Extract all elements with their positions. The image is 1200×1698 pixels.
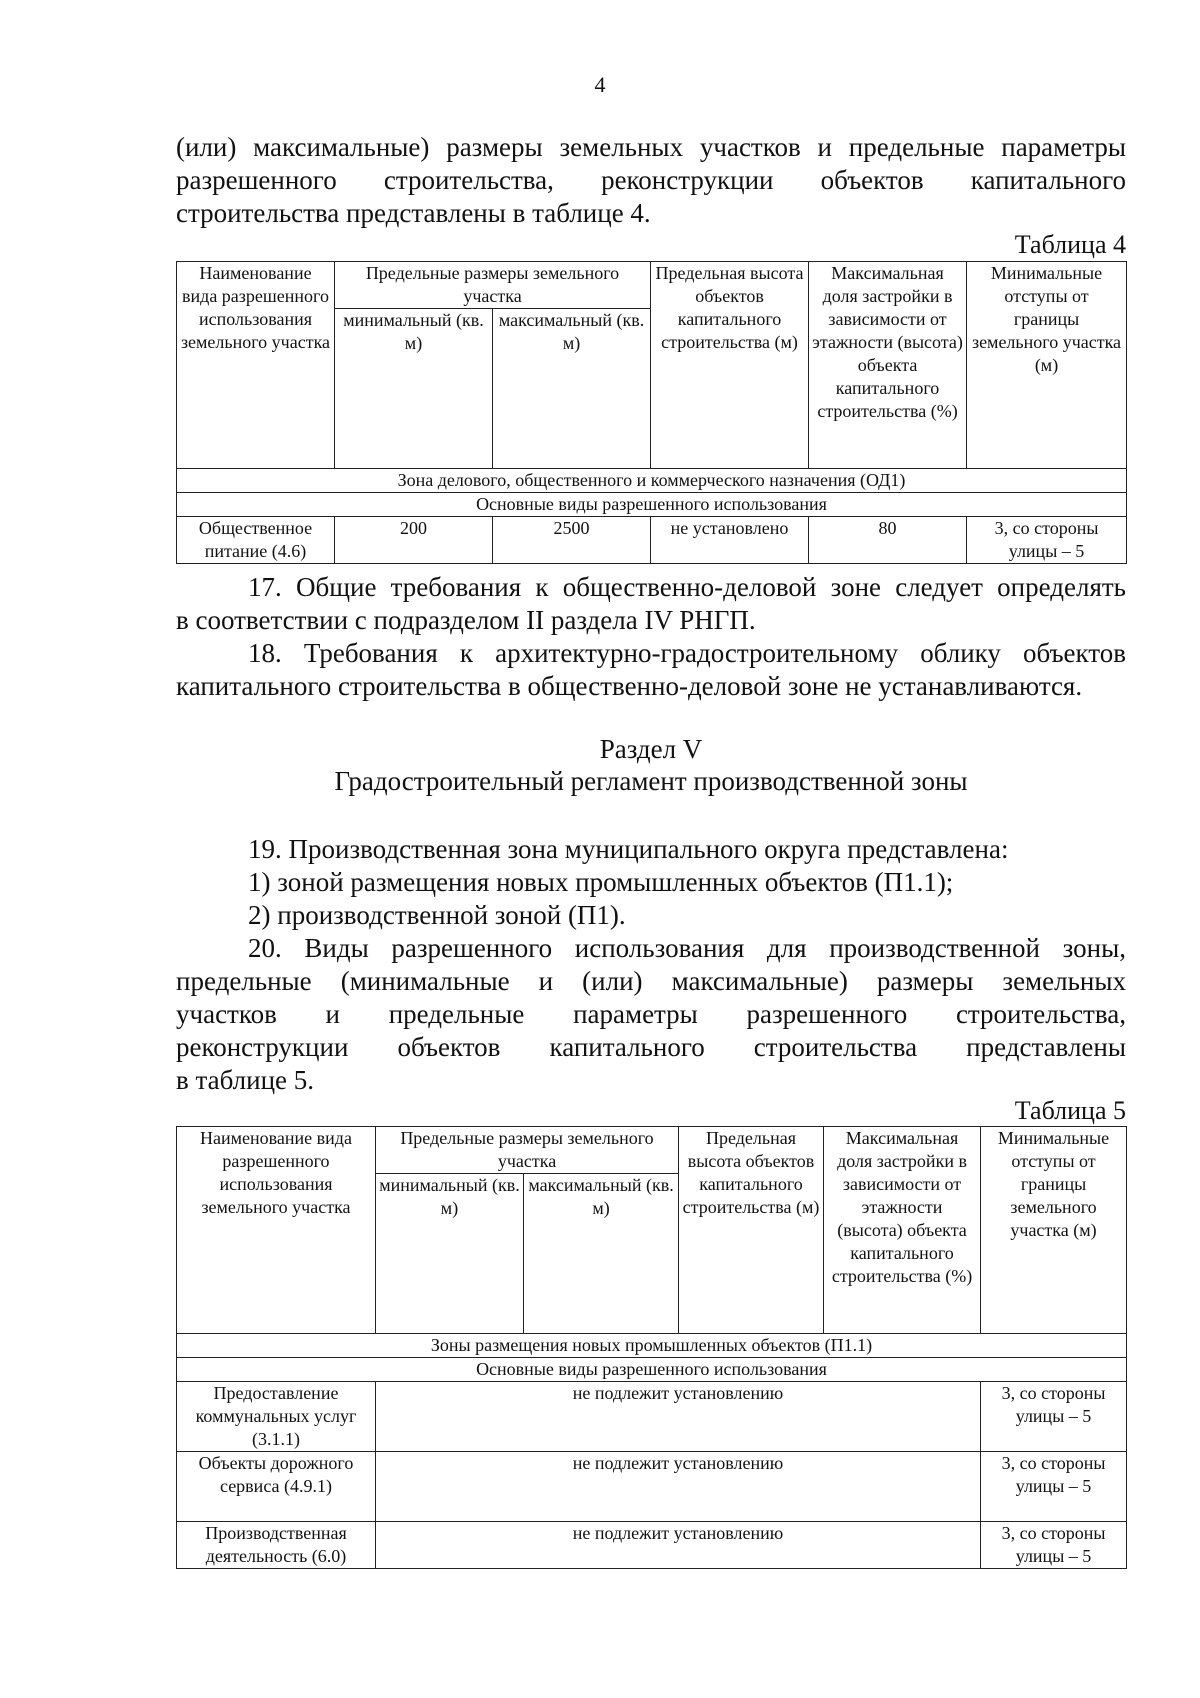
- t4-subheader-row: Основные виды разрешенного использования: [177, 493, 1127, 517]
- para18-line-2: капитального строительства в общественно-деловой зоне не устанавливаются.: [176, 671, 1083, 701]
- table-row: [177, 1382, 1127, 1452]
- t5-row3-name: Производственная деятельность (6.0): [177, 1522, 376, 1569]
- table5-caption: Таблица 5: [1014, 1096, 1126, 1125]
- t5-header-height: Предельная высота объектов капитального строительства (м): [679, 1127, 824, 1334]
- para17-line-2: в соответствии с подразделом II раздела IV РНГП.: [176, 605, 756, 635]
- t5-subheader-row: Основные виды разрешенного использования: [177, 1358, 1127, 1382]
- t5-header-name: Наименование вида разрешенного использования земельного участка: [177, 1127, 376, 1334]
- para20-line-1: 20. Виды разрешенного использования для производственной зоны,: [248, 933, 1126, 963]
- t4-header-sizes: Предельные размеры земельного участка: [335, 262, 651, 309]
- section-number: Раздел V: [599, 734, 703, 764]
- para20-line-2: предельные (минимальные и (или) максимальные) размеры земельных: [176, 966, 1126, 996]
- t5-zone-row: Зоны размещения новых промышленных объектов (П1.1): [177, 1334, 1127, 1358]
- t4-row1-name: Общественное питание (4.6): [177, 517, 335, 564]
- para17-line-1: 17. Общие требования к общественно-деловой зоне следует определять: [248, 572, 1126, 602]
- t4-header-min: минимальный (кв. м): [335, 309, 493, 469]
- t5-header-max: максимальный (кв. м): [524, 1174, 679, 1334]
- t4-header-setback: Минимальные отступы от границы земельного участка (м): [967, 262, 1127, 469]
- t4-header-share: Максимальная доля застройки в зависимости от этажности (высота) объекта капитального строительства (%): [809, 262, 967, 469]
- t5-row1-name: Предоставление коммунальных услуг (3.1.1): [177, 1382, 376, 1452]
- t5-row3-setback: 3, со стороны улицы – 5: [981, 1522, 1127, 1569]
- table-4: [176, 261, 1127, 564]
- t4-header-max: максимальный (кв. м): [493, 309, 651, 469]
- t4-row1-min: 200: [335, 517, 493, 564]
- intro-line-2: разрешенного строительства, реконструкции объектов капитального: [176, 165, 1126, 195]
- t4-header-name: Наименование вида разрешенного использования земельного участка: [177, 262, 335, 469]
- table-row: [177, 517, 1127, 564]
- t5-row2-name: Объекты дорожного сервиса (4.9.1): [177, 1452, 376, 1522]
- table-5: [176, 1126, 1127, 1569]
- para18-line-1: 18. Требования к архитектурно-градостроительному облику объектов: [248, 638, 1126, 668]
- intro-line-3: строительства представлены в таблице 4.: [176, 198, 651, 228]
- table-row: [177, 1452, 1127, 1522]
- para19: 19. Производственная зона муниципального округа представлена:: [248, 834, 1009, 864]
- t5-row2-value: не подлежит установлению: [376, 1452, 981, 1522]
- para20-line-4: реконструкции объектов капитального строительства представлены: [176, 1032, 1126, 1062]
- t4-zone-row: Зона делового, общественного и коммерческого назначения (ОД1): [177, 469, 1127, 493]
- t4-header-height: Предельная высота объектов капитального строительства (м): [651, 262, 809, 469]
- para20-line-5: в таблице 5.: [176, 1065, 315, 1095]
- page-number: 4: [594, 72, 606, 97]
- t5-header-sizes: Предельные размеры земельного участка: [376, 1127, 679, 1174]
- table4-caption: Таблица 4: [1014, 230, 1126, 259]
- t4-row1-max: 2500: [493, 517, 651, 564]
- section-title: Градостроительный регламент производственной зоны: [334, 766, 968, 796]
- t5-header-setback: Минимальные отступы от границы земельного участка (м): [981, 1127, 1127, 1334]
- t5-row1-setback: 3, со стороны улицы – 5: [981, 1382, 1127, 1452]
- intro-line-1: (или) максимальные) размеры земельных участков и предельные параметры: [176, 132, 1126, 162]
- para20-line-3: участков и предельные параметры разрешенного строительства,: [176, 999, 1126, 1029]
- t4-row1-height: не установлено: [651, 517, 809, 564]
- list-item-1: 1) зоной размещения новых промышленных объектов (П1.1);: [248, 867, 954, 897]
- t4-row1-share: 80: [809, 517, 967, 564]
- t5-header-min: минимальный (кв. м): [376, 1174, 524, 1334]
- t5-row2-setback: 3, со стороны улицы – 5: [981, 1452, 1127, 1522]
- t5-row1-value: не подлежит установлению: [376, 1382, 981, 1452]
- t5-row3-value: не подлежит установлению: [376, 1522, 981, 1569]
- list-item-2: 2) производственной зоной (П1).: [248, 900, 626, 930]
- t5-header-share: Максимальная доля застройки в зависимости от этажности (высота) объекта капитального строительства (%): [824, 1127, 981, 1334]
- t4-row1-setback: 3, со стороны улицы – 5: [967, 517, 1127, 564]
- table-row: [177, 1522, 1127, 1569]
